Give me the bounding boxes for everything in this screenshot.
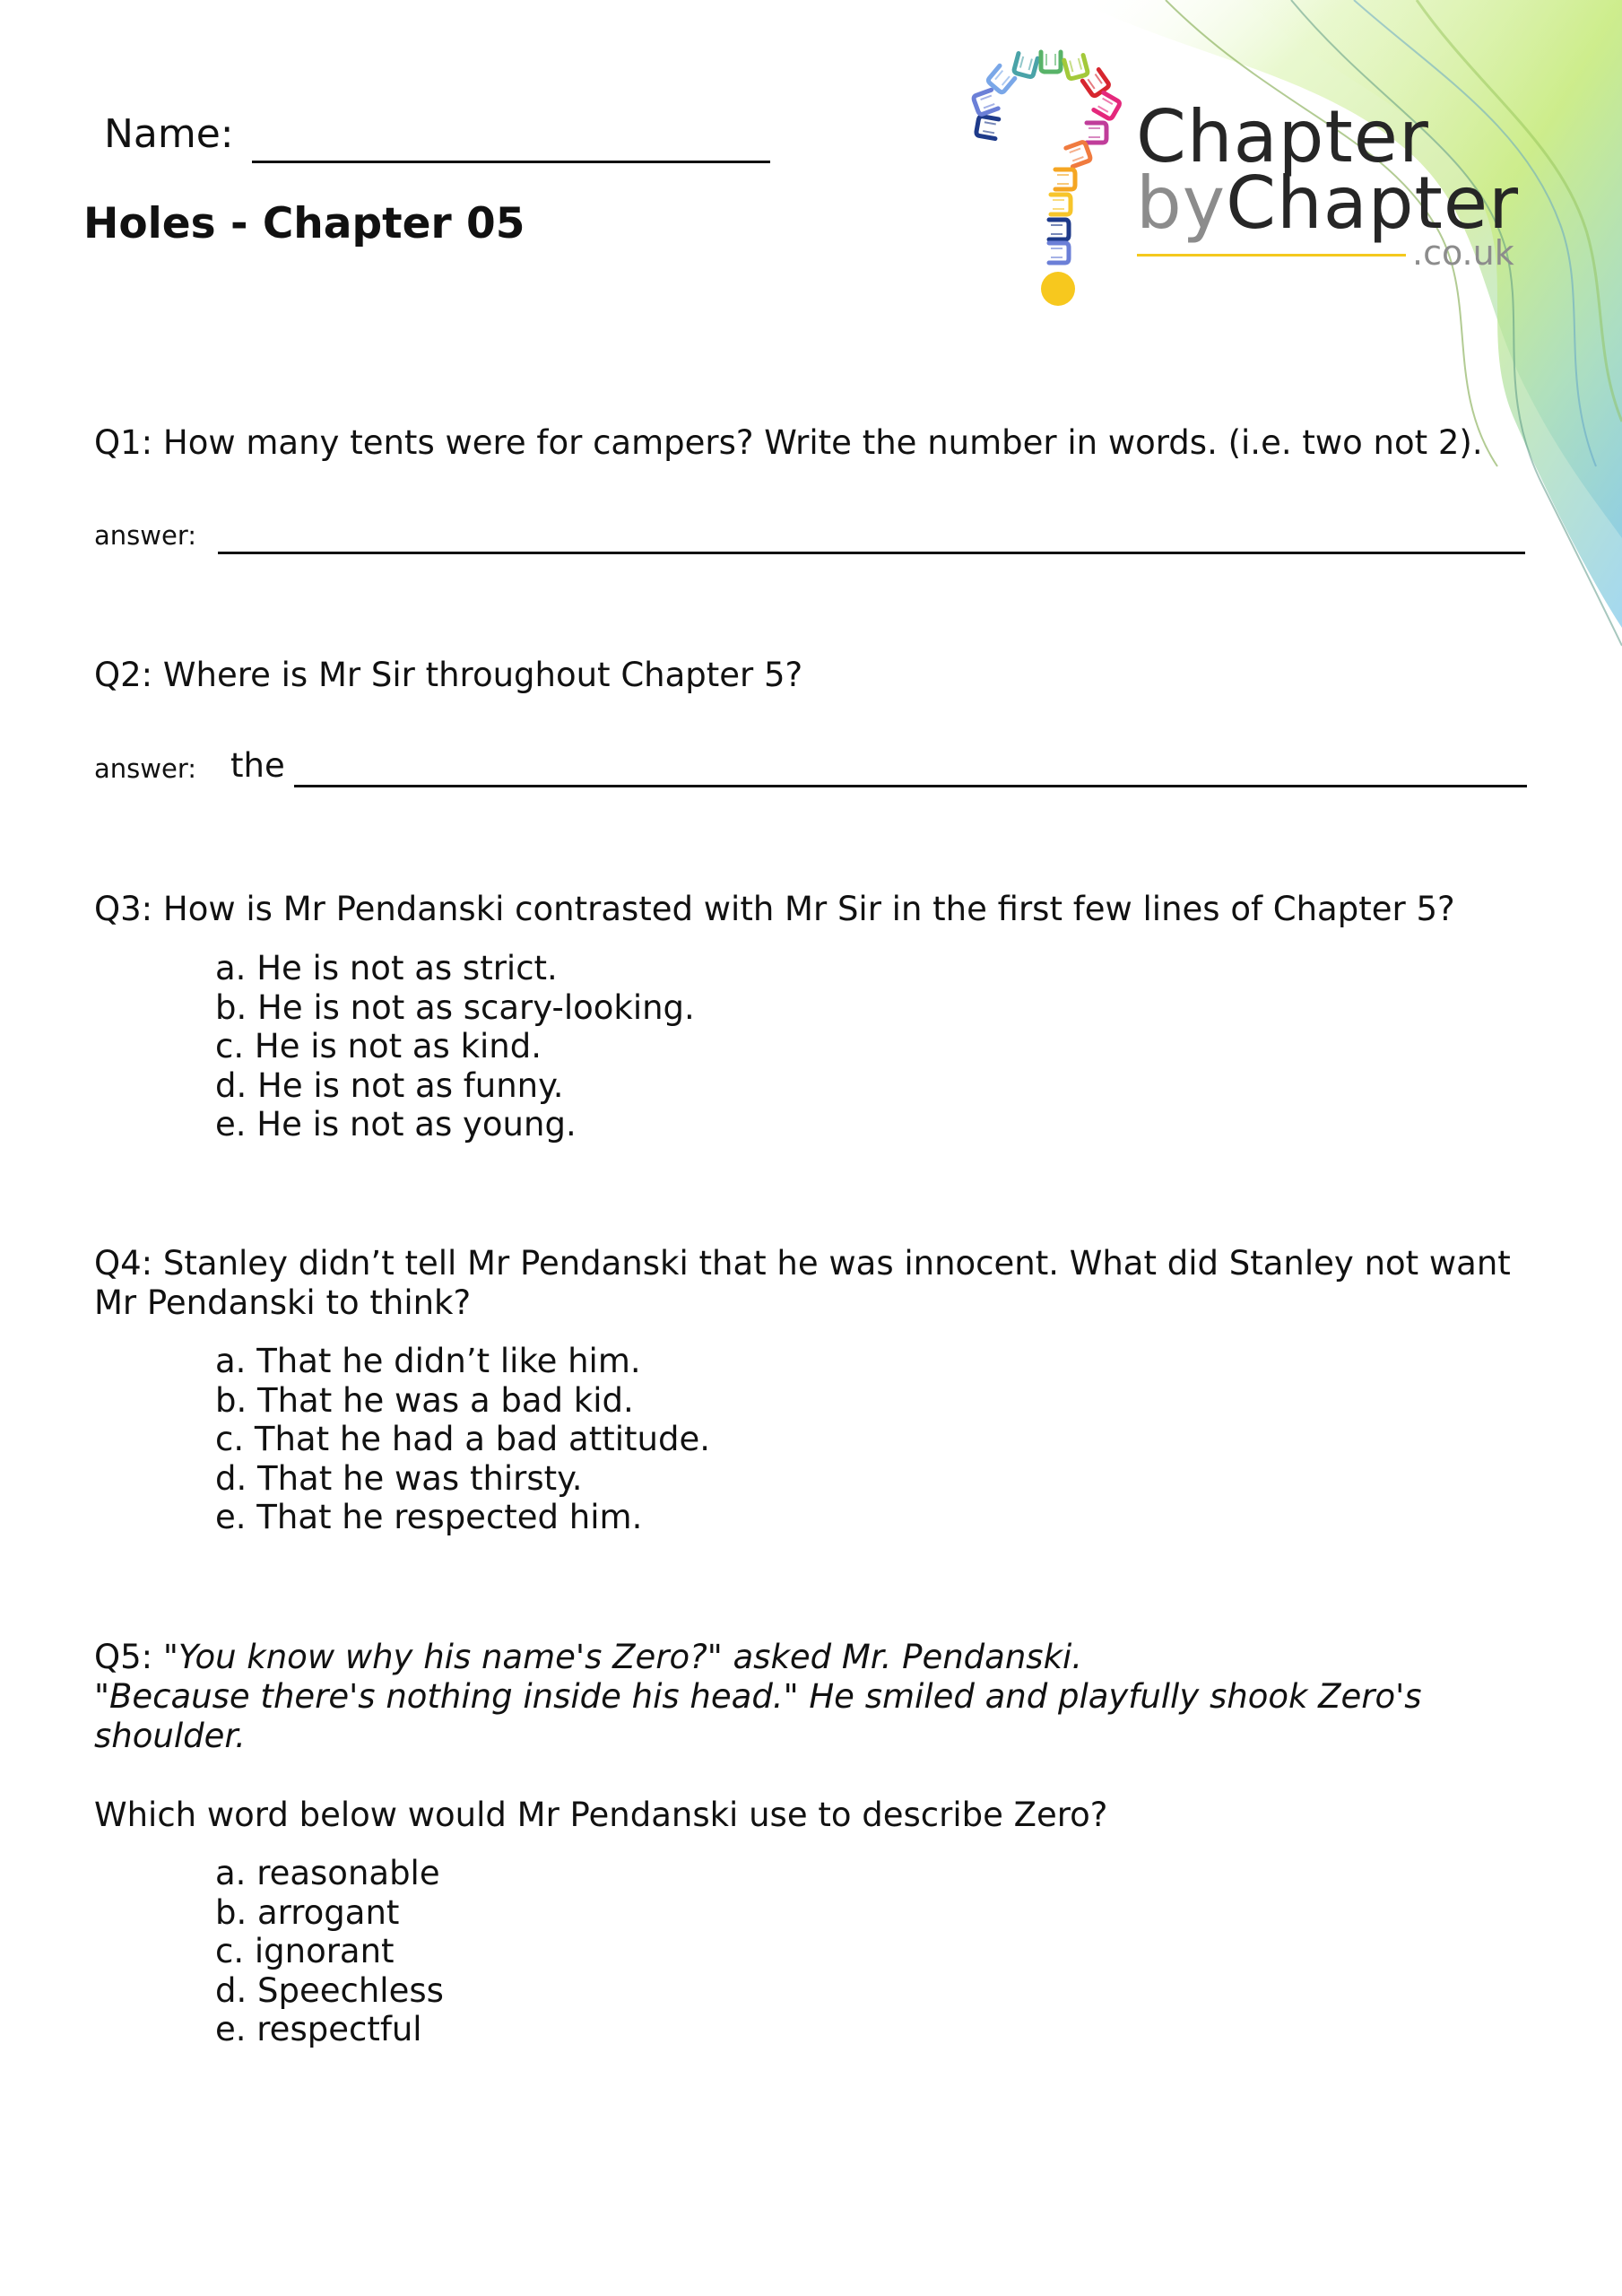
logo-wordmark-chapter: Chapter: [1136, 95, 1429, 178]
option-d[interactable]: d. Speechless: [215, 1970, 444, 2010]
logo-book-9: [1087, 123, 1106, 143]
logo-book-5: [1041, 52, 1061, 72]
worksheet-title: Holes - Chapter 05: [83, 199, 525, 248]
question-1: [94, 423, 1483, 463]
option-c[interactable]: c. He is not as kind.: [215, 1027, 542, 1065]
logo-book-2: [973, 90, 998, 115]
question-3-options: [215, 949, 695, 1144]
question-quote-line-2: "Because there's nothing inside his head." He smiled and playfully shook Zero's shoulder.: [94, 1677, 1422, 1755]
question-number: Q4:: [94, 1244, 153, 1283]
logo-book-14: [1049, 243, 1069, 263]
question-mark-books-logo-icon: [961, 47, 1132, 316]
logo-underline: [1137, 254, 1406, 257]
logo-book-12: [1051, 195, 1071, 214]
option-a[interactable]: a. He is not as strict.: [215, 949, 558, 987]
option-c[interactable]: c. ignorant: [215, 1932, 395, 1970]
question-5-prompt: Which word below would Mr Pendanski use to describe Zero?: [94, 1796, 1108, 1834]
answer-write-line[interactable]: [218, 552, 1525, 554]
question-text: How is Mr Pendanski contrasted with Mr Sir in the first few lines of Chapter 5?: [162, 890, 1455, 928]
logo-book-13: [1049, 220, 1069, 239]
question-number: Q5:: [94, 1638, 153, 1676]
option-e[interactable]: e. That he respected him.: [215, 1498, 643, 1536]
logo-word-chapter: Chapter: [1226, 161, 1519, 245]
question-number: Q1:: [94, 423, 153, 462]
answer-write-line[interactable]: [294, 785, 1527, 787]
name-field[interactable]: [104, 111, 770, 157]
question-3: [94, 890, 1455, 929]
option-a[interactable]: a. That he didn’t like him.: [215, 1342, 641, 1380]
answer-2-field[interactable]: [94, 746, 1527, 785]
option-c[interactable]: c. That he had a bad attitude.: [215, 1420, 710, 1458]
option-b[interactable]: b. arrogant: [215, 1892, 400, 1932]
logo-book-6: [1064, 55, 1089, 79]
logo-book-11: [1055, 170, 1075, 189]
option-b[interactable]: b. That he was a bad kid.: [215, 1380, 634, 1420]
answer-1-field[interactable]: [94, 520, 1525, 551]
option-d[interactable]: d. That he was thirsty.: [215, 1458, 583, 1498]
question-text: Where is Mr Sir throughout Chapter 5?: [162, 656, 803, 694]
answer-label: answer:: [94, 753, 197, 784]
logo-dot: [1041, 272, 1075, 306]
answer-prefix: the: [230, 746, 285, 785]
question-number: Q2:: [94, 656, 153, 694]
question-number: Q3:: [94, 890, 153, 928]
name-label: Name:: [104, 111, 234, 157]
option-a[interactable]: a. reasonable: [215, 1854, 440, 1892]
question-text: Stanley didn’t tell Mr Pendanski that he was innocent. What did Stanley not want Mr Pendanski to think?: [94, 1244, 1511, 1322]
question-text: How many tents were for campers? Write the number in words. (i.e. two not 2).: [162, 423, 1483, 462]
name-write-line[interactable]: [252, 161, 770, 163]
option-b[interactable]: b. He is not as scary-looking.: [215, 987, 695, 1027]
option-d[interactable]: d. He is not as funny.: [215, 1065, 564, 1105]
question-4-options: [215, 1342, 710, 1537]
logo-domain: .co.uk: [1412, 233, 1514, 273]
answer-label: answer:: [94, 520, 197, 551]
logo-book-10: [1066, 142, 1091, 167]
question-4: [94, 1244, 1529, 1323]
option-e[interactable]: e. He is not as young.: [215, 1105, 577, 1144]
question-2: [94, 656, 802, 695]
question-quote-line-1: "You know why his name's Zero?" asked Mr. Pendanski.: [162, 1638, 1083, 1676]
question-5-options: [215, 1854, 444, 2049]
logo-book-1: [976, 116, 998, 138]
option-e[interactable]: e. respectful: [215, 2010, 422, 2048]
question-5: [94, 1638, 1529, 1756]
logo-book-4: [1013, 53, 1037, 77]
logo-word-by: by: [1136, 161, 1227, 245]
